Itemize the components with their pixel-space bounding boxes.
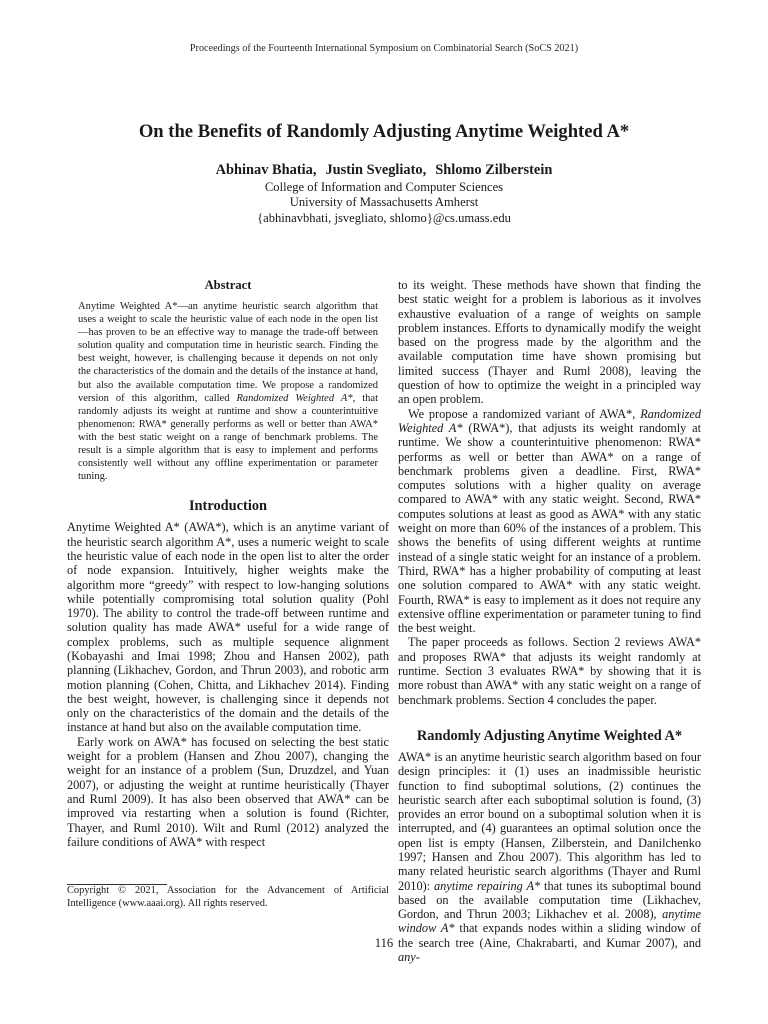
paragraph: AWA* is an anytime heuristic search algorithm based on four design principles: it (1) uses an inadmissible heuristic function to find suboptimal solutions, (2) continues the heuristic search after each suboptimal solution is found, (3) provides an error bound on a suboptimal solution when it is interrupted, and (4) guarantees an optimal solution once the open list is empty (Hansen, Zilberstein, and Danilchenko 1997; Hansen and Zhou 2007). This algorithm has led to many related heuristic search algorithms (Thayer and Ruml 2010): anytime repairing A* that tunes its suboptimal bound based on the available computation time (Likhachev, Gordon, and Thrun 2003; Likhachev et al. 2008), anytime window A* that expands nodes within a sliding window of the search tree (Aine, Chakrabarti, and Kumar 2007), and any- <box>398 749 702 965</box>
introduction-heading: Introduction <box>188 498 268 515</box>
left-column <box>67 278 389 849</box>
section-heading: Randomly Adjusting Anytime Weighted A* <box>416 727 683 744</box>
paragraph: The paper proceeds as follows. Section 2 reviews AWA* and proposes RWA* that adjusts its weight randomly at runtime. Section 3 evaluates RWA* by showing that it is more robust than AWA* with any static weight on a range of benchmark problems. Section 4 concludes the paper. <box>398 635 701 707</box>
paper-title: On the Benefits of Randomly Adjusting Anytime Weighted A* <box>138 121 630 142</box>
proceedings-header: Proceedings of the Fourteenth International Symposium on Combinatorial Search (SoCS 2021) <box>189 43 579 54</box>
paragraph: to its weight. These methods have shown that finding the best static weight for a problem is laborious as it involves exhaustive evaluation of a range of weights on sample problem instances. Efforts to dynamically modify the weight based on the progress made by the algorithm and the available computation time have shown promising but limited success (Thayer and Ruml 2008), leaving the question of how to optimize the weight in a principled way an open problem. <box>398 278 701 407</box>
affiliation-line: College of Information and Computer Sciences <box>264 180 504 194</box>
author-name: Shlomo Zilberstein <box>435 162 553 178</box>
author-name: Justin Svegliato, <box>325 162 427 178</box>
page-number: 116 <box>374 936 394 950</box>
paragraph: We propose a randomized variant of AWA*, Randomized Weighted A* (RWA*), that adjusts its weight randomly at runtime. We show a counterintuitive phenomenon: RWA* performs as well or better than AWA* on a range of benchmark problems given a deadline. First, RWA* computes solutions with a higher quality on average compared to AWA* with any static weight. Second, RWA* computes solutions at least as good as AWA* with any static weight on more than 60% of the instances of a problem. This shows the benefits of using different weights at runtime instead of a single static weight for an instance of a problem. Third, RWA* has a higher probability of computing at least one solution compared to AWA* with any static weight. Fourth, RWA* is easy to implement as it does not require any extensive offline experimentation or parameter tuning to find the best weight. <box>398 406 701 636</box>
abstract-text: Anytime Weighted A*—an anytime heuristic search algorithm that uses a weight to scale the heuristic value of each node in the open list—has proven to be an effective way to manage the trade-off between solution quality and computation time in heuristic search. Finding the best weight, however, is challenging because it depends on not only the characteristics of the domain and the details of the instance at hand, but also the available computation time. We propose a randomized version of this algorithm, called Randomized Weighted A*, that randomly adjusts its weight at runtime and show a counterintuitive phenomenon: RWA* generally performs as well or better than AWA* with the best static weight on a range of benchmark problems. The result is a simple algorithm that is easy to implement and performs consistently well without any offline experimentation or parameter tuning. <box>78 301 378 483</box>
paragraph: Anytime Weighted A* (AWA*), which is an anytime variant of the heuristic search algorithm A*, uses a numeric weight to scale the heuristic value of each node in the open list to alter the order of node expansion. Intuitively, higher weights make the algorithm more “greedy” with respect to low-hanging solutions while potentially compromising total solution quality (Pohl 1970). The ability to control the trade-off between runtime and solution quality has made AWA* useful for a wide range of complex problems, such as multiple sequence alignment (Kobayashi and Imai 1998; Zhou and Hansen 2002), path planning (Likhachev, Gordon, and Thrun 2003), and robotic arm motion planning (Cohen, Chitta, and Likhachev 2014). Finding the best weight, however, is challenging since it depends not only on the characteristics of the domain and the details of the instance at hand but also on the available computation time. <box>67 520 389 735</box>
author-emails: {abhinavbhati, jsvegliato, shlomo}@cs.umass.edu <box>257 210 511 225</box>
abstract-heading: Abstract <box>204 278 252 292</box>
copyright-footnote: Copyright © 2021, Association for the Advancement of Artificial Intelligence (www.aaai.org). All rights reserved. <box>67 885 389 909</box>
author-list <box>0 162 768 179</box>
affiliation-line: University of Massachusetts Amherst <box>289 195 479 210</box>
right-column <box>398 278 701 964</box>
paragraph: Early work on AWA* has focused on selecting the best static weight for a problem (Hansen and Zhou 2007), changing the weight for an instance of a problem (Sun, Druzdzel, and Yuan 2007), or adjusting the weight at runtime heuristically (Thayer and Ruml 2009). It has also been observed that AWA* can be improved via restarting when a solution is found (Richter, Thayer, and Ruml 2010). Wilt and Ruml (2012) analyzed the failure conditions of AWA* with respect <box>67 734 389 849</box>
author-name: Abhinav Bhatia, <box>215 162 317 178</box>
affiliation-block <box>0 180 768 226</box>
